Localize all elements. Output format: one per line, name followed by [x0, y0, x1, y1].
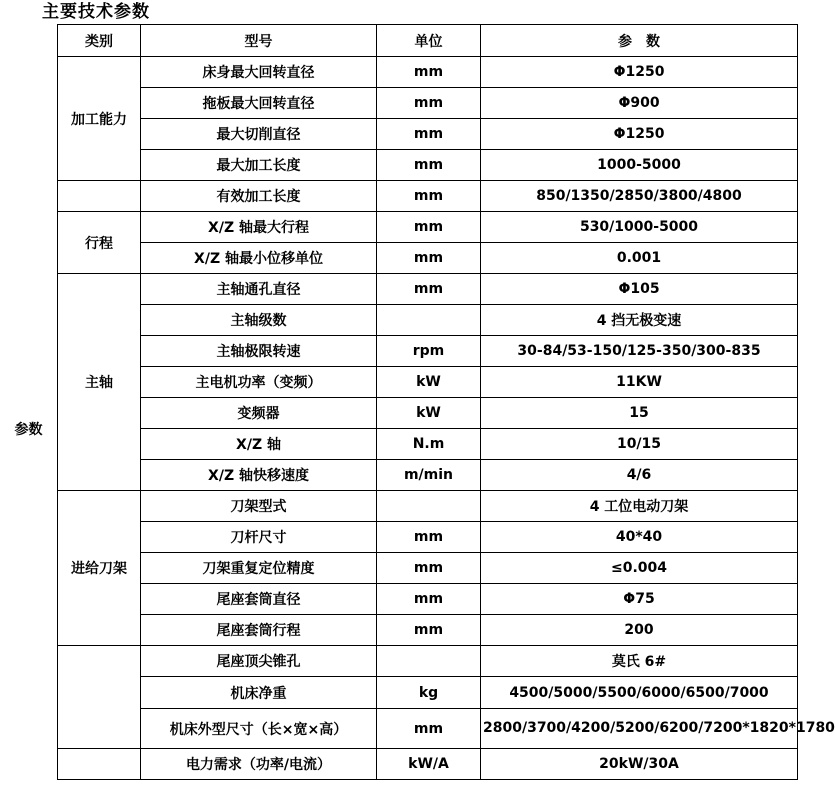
spec-table	[57, 24, 835, 780]
table-row	[58, 646, 798, 677]
value-cell: 200	[481, 615, 798, 646]
unit-cell: kW	[377, 398, 481, 429]
unit-cell: mm	[377, 212, 481, 243]
table-row	[58, 460, 798, 491]
value-cell: 4/6	[481, 460, 798, 491]
table-row	[58, 429, 798, 460]
unit-cell: mm	[377, 584, 481, 615]
param-name-cell: 最大切削直径	[141, 119, 377, 150]
table-row	[58, 181, 798, 212]
unit-cell: mm	[377, 119, 481, 150]
value-cell: 30-84/53-150/125-350/300-835	[481, 336, 798, 367]
table-row	[58, 584, 798, 615]
param-name-cell: 刀架重复定位精度	[141, 553, 377, 584]
value-cell: 15	[481, 398, 798, 429]
table-row	[58, 522, 798, 553]
table-row	[58, 150, 798, 181]
table-row	[58, 749, 798, 780]
unit-cell: N.m	[377, 429, 481, 460]
value-cell: Φ75	[481, 584, 798, 615]
unit-cell: kW	[377, 367, 481, 398]
value-cell: 40*40	[481, 522, 798, 553]
param-name-cell: 变频器	[141, 398, 377, 429]
unit-cell	[377, 646, 481, 677]
outer-category-label: 参数	[14, 422, 43, 438]
table-row	[58, 119, 798, 150]
value-cell: 1000-5000	[481, 150, 798, 181]
table-row	[58, 709, 798, 749]
unit-cell: kW/A	[377, 749, 481, 780]
param-name-cell: X/Z 轴	[141, 429, 377, 460]
category-cell: 加工能力	[58, 57, 141, 181]
unit-cell: mm	[377, 88, 481, 119]
param-name-cell: 有效加工长度	[141, 181, 377, 212]
page-title: 主要技术参数	[42, 2, 150, 22]
table-row	[58, 212, 798, 243]
unit-cell: mm	[377, 181, 481, 212]
unit-cell	[377, 491, 481, 522]
table-row	[58, 491, 798, 522]
table-row	[58, 367, 798, 398]
value-cell: Φ105	[481, 274, 798, 305]
unit-cell: m/min	[377, 460, 481, 491]
table-row	[58, 336, 798, 367]
param-name-cell: 最大加工长度	[141, 150, 377, 181]
table-row	[58, 553, 798, 584]
value-cell: Φ900	[481, 88, 798, 119]
param-name-cell: 刀杆尺寸	[141, 522, 377, 553]
value-cell: 莫氏 6#	[481, 646, 798, 677]
category-cell: 进给刀架	[58, 491, 141, 646]
value-cell: 11KW	[481, 367, 798, 398]
value-cell: 2800/3700/4200/5200/6200/7200*1820*1780	[481, 709, 798, 749]
unit-cell: mm	[377, 274, 481, 305]
col-header-model: 型号	[141, 25, 377, 57]
spec-table-body	[58, 57, 835, 780]
value-cell: 4500/5000/5500/6000/6500/7000	[481, 677, 798, 709]
col-header-unit: 单位	[377, 25, 481, 57]
param-name-cell: 刀架型式	[141, 491, 377, 522]
value-cell: ≤0.004	[481, 553, 798, 584]
value-cell: 850/1350/2850/3800/4800	[481, 181, 798, 212]
value-cell: Φ1250	[481, 119, 798, 150]
table-row	[58, 88, 798, 119]
value-cell: 0.001	[481, 243, 798, 274]
unit-cell: mm	[377, 150, 481, 181]
param-name-cell: 床身最大回转直径	[141, 57, 377, 88]
param-name-cell: 主电机功率（变频）	[141, 367, 377, 398]
value-cell: 4 挡无极变速	[481, 305, 798, 336]
unit-cell: mm	[377, 709, 481, 749]
category-cell	[58, 749, 141, 780]
param-name-cell: 尾座顶尖锥孔	[141, 646, 377, 677]
param-name-cell: 主轴极限转速	[141, 336, 377, 367]
param-name-cell: X/Z 轴最大行程	[141, 212, 377, 243]
category-cell	[58, 181, 141, 212]
unit-cell: kg	[377, 677, 481, 709]
param-name-cell: 机床外型尺寸（长×宽×高）	[141, 709, 377, 749]
value-cell: 4 工位电动刀架	[481, 491, 798, 522]
table-row	[58, 398, 798, 429]
unit-cell: mm	[377, 243, 481, 274]
category-cell	[58, 646, 141, 749]
param-name-cell: 拖板最大回转直径	[141, 88, 377, 119]
table-row	[58, 677, 798, 709]
value-cell: 530/1000-5000	[481, 212, 798, 243]
table-row	[58, 57, 798, 88]
param-name-cell: 主轴通孔直径	[141, 274, 377, 305]
table-row	[58, 274, 798, 305]
header-row	[58, 25, 798, 57]
param-name-cell: 电力需求（功率/电流）	[141, 749, 377, 780]
param-name-cell: X/Z 轴快移速度	[141, 460, 377, 491]
category-cell: 行程	[58, 212, 141, 274]
unit-cell	[377, 305, 481, 336]
value-cell: 20kW/30A	[481, 749, 798, 780]
param-name-cell: 机床净重	[141, 677, 377, 709]
unit-cell: mm	[377, 615, 481, 646]
category-cell: 主轴	[58, 274, 141, 491]
unit-cell: mm	[377, 553, 481, 584]
unit-cell: rpm	[377, 336, 481, 367]
table-row	[58, 305, 798, 336]
value-cell: Φ1250	[481, 57, 798, 88]
param-name-cell: 尾座套筒行程	[141, 615, 377, 646]
param-name-cell: 尾座套筒直径	[141, 584, 377, 615]
param-name-cell: 主轴级数	[141, 305, 377, 336]
unit-cell: mm	[377, 522, 481, 553]
table-row	[58, 615, 798, 646]
param-name-cell: X/Z 轴最小位移单位	[141, 243, 377, 274]
value-cell: 10/15	[481, 429, 798, 460]
table-row	[58, 243, 798, 274]
bottom-strip	[57, 790, 797, 800]
col-header-category: 类别	[58, 25, 141, 57]
col-header-params: 参 数	[481, 25, 798, 57]
unit-cell: mm	[377, 57, 481, 88]
